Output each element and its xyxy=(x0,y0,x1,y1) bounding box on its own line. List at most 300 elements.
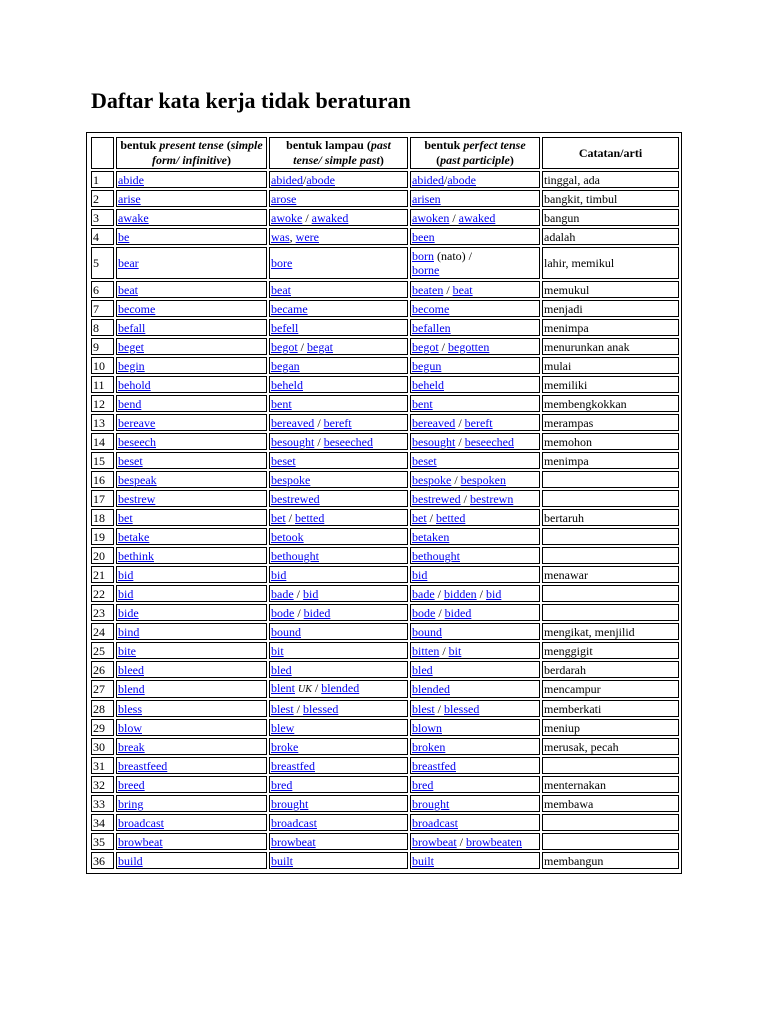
row-number: 21 xyxy=(91,566,114,583)
verb-link[interactable]: blest xyxy=(271,701,294,716)
verb-link[interactable]: bespeak xyxy=(118,472,157,487)
verb-link[interactable]: bit xyxy=(271,643,284,658)
present-cell xyxy=(116,661,267,678)
verb-link[interactable]: begin xyxy=(118,358,145,373)
present-cell xyxy=(116,738,267,755)
past-cell xyxy=(269,738,408,755)
verb-link[interactable]: begot xyxy=(412,339,439,354)
verb-link[interactable]: bend xyxy=(118,396,142,411)
verb-link[interactable]: browbeat xyxy=(412,834,457,849)
row-number: 9 xyxy=(91,338,114,355)
verb-link[interactable]: begat xyxy=(307,339,334,354)
present-cell xyxy=(116,604,267,621)
table-row xyxy=(91,471,679,488)
note-cell xyxy=(542,833,679,850)
row-number: 6 xyxy=(91,281,114,298)
verb-link[interactable]: bode xyxy=(271,605,295,620)
verb-link[interactable]: abided xyxy=(412,172,444,187)
past-cell xyxy=(269,190,408,207)
present-cell xyxy=(116,566,267,583)
perfect-cell: bestrewed / bestrewn xyxy=(410,490,540,507)
perfect-cell xyxy=(410,190,540,207)
verb-link[interactable]: betted xyxy=(436,510,466,525)
verb-link[interactable]: beat xyxy=(118,282,138,297)
table-header-row xyxy=(91,137,679,169)
row-number: 33 xyxy=(91,795,114,812)
present-cell xyxy=(116,795,267,812)
verb-link[interactable]: bid xyxy=(118,567,134,582)
verb-link[interactable]: broke xyxy=(271,739,299,754)
row-number: 8 xyxy=(91,319,114,336)
past-cell: awoke / awaked xyxy=(269,209,408,226)
verb-link[interactable]: bided xyxy=(303,605,331,620)
perfect-cell: bereaved / bereft xyxy=(410,414,540,431)
present-cell xyxy=(116,228,267,245)
note-cell xyxy=(542,490,679,507)
note-cell: membawa xyxy=(542,795,679,812)
verb-link[interactable]: bode xyxy=(412,605,436,620)
verb-link[interactable]: blessed xyxy=(303,701,339,716)
perfect-cell xyxy=(410,319,540,336)
past-cell: bereaved / bereft xyxy=(269,414,408,431)
verb-link[interactable]: blend xyxy=(118,682,145,696)
verb-link[interactable]: blended xyxy=(321,681,360,695)
verb-link[interactable]: bind xyxy=(118,624,140,639)
note-cell: bertaruh xyxy=(542,509,679,526)
verb-link[interactable]: become xyxy=(118,301,156,316)
note-cell xyxy=(542,547,679,564)
note-cell: berdarah xyxy=(542,661,679,678)
verb-link[interactable]: broadcast xyxy=(412,815,458,830)
table-row xyxy=(91,833,679,850)
verb-link[interactable]: beget xyxy=(118,339,144,354)
verb-link[interactable]: besought xyxy=(271,434,315,449)
verb-link[interactable]: was xyxy=(271,229,290,244)
verb-link[interactable]: behold xyxy=(118,377,151,392)
verb-link[interactable]: bidden xyxy=(444,586,477,601)
verb-link[interactable]: brought xyxy=(412,796,450,811)
perfect-cell xyxy=(410,452,540,469)
note-cell xyxy=(542,757,679,774)
header-present: bentuk present tense (simple form/ infinitive) xyxy=(116,137,267,169)
verb-link[interactable]: beat xyxy=(271,282,291,297)
verb-link[interactable]: brought xyxy=(271,796,309,811)
verb-link[interactable]: build xyxy=(118,853,143,868)
note-cell: menjadi xyxy=(542,300,679,317)
past-cell xyxy=(269,395,408,412)
header-number xyxy=(91,137,114,169)
perfect-cell: browbeat / browbeaten xyxy=(410,833,540,850)
past-cell: bade / bid xyxy=(269,585,408,602)
verb-link[interactable]: bethink xyxy=(118,548,154,563)
note-cell xyxy=(542,471,679,488)
verb-link[interactable]: beset xyxy=(271,453,296,468)
perfect-cell: besought / beseeched xyxy=(410,433,540,450)
verb-link[interactable]: befallen xyxy=(412,320,451,335)
table-row xyxy=(91,171,679,188)
verb-link[interactable]: broadcast xyxy=(271,815,317,830)
verb-link[interactable]: borne xyxy=(412,263,440,277)
perfect-cell xyxy=(410,566,540,583)
verb-link[interactable]: awake xyxy=(118,210,149,225)
past-cell xyxy=(269,623,408,640)
verb-link[interactable]: been xyxy=(412,229,435,244)
present-cell xyxy=(116,814,267,831)
verb-link[interactable]: blent xyxy=(271,681,295,695)
note-cell: bangun xyxy=(542,209,679,226)
verb-link[interactable]: betook xyxy=(271,529,304,544)
verb-link[interactable]: bless xyxy=(118,701,142,716)
verb-link[interactable]: beseeched xyxy=(464,434,514,449)
header-past: bentuk lampau (past tense/ simple past) xyxy=(269,137,408,169)
past-cell xyxy=(269,795,408,812)
verb-link[interactable]: browbeat xyxy=(118,834,163,849)
verb-link[interactable]: broadcast xyxy=(118,815,164,830)
row-number: 12 xyxy=(91,395,114,412)
verb-link[interactable]: beseeched xyxy=(323,434,373,449)
verb-link[interactable]: begun xyxy=(412,358,442,373)
note-cell: mencampur xyxy=(542,680,679,698)
verb-link[interactable]: bespoke xyxy=(271,472,311,487)
verb-link[interactable]: bestrewed xyxy=(271,491,320,506)
table-row xyxy=(91,585,679,602)
verb-link[interactable]: beheld xyxy=(412,377,444,392)
verb-link[interactable]: bestrewn xyxy=(470,491,514,506)
row-number: 20 xyxy=(91,547,114,564)
verb-link[interactable]: bespoken xyxy=(460,472,506,487)
verb-link[interactable]: broken xyxy=(412,739,446,754)
verb-link[interactable]: bid xyxy=(412,567,428,582)
perfect-cell xyxy=(410,395,540,412)
verb-link[interactable]: blended xyxy=(412,682,450,696)
past-cell xyxy=(269,547,408,564)
table-row xyxy=(91,776,679,793)
verb-link[interactable]: betake xyxy=(118,529,150,544)
present-cell xyxy=(116,490,267,507)
note-cell: menggigit xyxy=(542,642,679,659)
present-cell xyxy=(116,776,267,793)
past-cell: besought / beseeched xyxy=(269,433,408,450)
verb-link[interactable]: bided xyxy=(444,605,472,620)
verb-link[interactable]: become xyxy=(412,301,450,316)
verb-link[interactable]: be xyxy=(118,229,130,244)
irregular-verbs-table xyxy=(89,135,681,871)
verb-link[interactable]: beset xyxy=(118,453,143,468)
perfect-cell xyxy=(410,247,540,279)
verb-link[interactable]: awaked xyxy=(311,210,349,225)
present-cell xyxy=(116,452,267,469)
present-cell xyxy=(116,642,267,659)
verb-link[interactable]: breed xyxy=(118,777,145,792)
verb-link[interactable]: break xyxy=(118,739,145,754)
past-cell xyxy=(269,776,408,793)
table-row xyxy=(91,604,679,621)
present-cell xyxy=(116,171,267,188)
uk-marker: UK xyxy=(298,684,312,695)
past-cell xyxy=(269,566,408,583)
verb-link[interactable]: bereft xyxy=(464,415,493,430)
row-number: 35 xyxy=(91,833,114,850)
perfect-cell: awoken / awaked xyxy=(410,209,540,226)
verb-link[interactable]: blow xyxy=(118,720,142,735)
past-cell xyxy=(269,471,408,488)
present-cell xyxy=(116,623,267,640)
verb-link[interactable]: bereaved xyxy=(412,415,456,430)
verb-link[interactable]: bereave xyxy=(118,415,156,430)
past-cell: abided/abode xyxy=(269,171,408,188)
verb-link[interactable]: arise xyxy=(118,191,141,206)
note-cell xyxy=(542,604,679,621)
verb-link[interactable]: blown xyxy=(412,720,442,735)
row-number: 4 xyxy=(91,228,114,245)
note-cell: mulai xyxy=(542,357,679,374)
present-cell xyxy=(116,357,267,374)
row-number: 24 xyxy=(91,623,114,640)
table-row xyxy=(91,247,679,279)
table-row xyxy=(91,300,679,317)
perfect-cell xyxy=(410,228,540,245)
present-cell xyxy=(116,585,267,602)
table-row xyxy=(91,547,679,564)
note-cell: membangun xyxy=(542,852,679,869)
form-note: (nato) / xyxy=(434,249,472,263)
perfect-cell xyxy=(410,852,540,869)
table-row xyxy=(91,852,679,869)
verb-link[interactable]: abided xyxy=(271,172,303,187)
verb-link[interactable]: bitten xyxy=(412,643,440,658)
verb-link[interactable]: befell xyxy=(271,320,299,335)
verb-link[interactable]: beseech xyxy=(118,434,156,449)
perfect-cell xyxy=(410,357,540,374)
perfect-cell xyxy=(410,814,540,831)
table-row xyxy=(91,433,679,450)
present-cell xyxy=(116,319,267,336)
row-number: 15 xyxy=(91,452,114,469)
note-cell: lahir, memikul xyxy=(542,247,679,279)
present-cell xyxy=(116,190,267,207)
row-number: 22 xyxy=(91,585,114,602)
verb-link[interactable]: betted xyxy=(295,510,325,525)
row-number: 5 xyxy=(91,247,114,279)
verb-link[interactable]: breastfeed xyxy=(118,758,168,773)
note-cell: merampas xyxy=(542,414,679,431)
table-row xyxy=(91,528,679,545)
row-number: 16 xyxy=(91,471,114,488)
verb-link[interactable]: breastfed xyxy=(412,758,456,773)
past-cell xyxy=(269,642,408,659)
row-number: 2 xyxy=(91,190,114,207)
note-cell: menawar xyxy=(542,566,679,583)
verb-link[interactable]: beheld xyxy=(271,377,303,392)
note-cell xyxy=(542,814,679,831)
verb-link[interactable]: bethought xyxy=(412,548,460,563)
note-cell: menurunkan anak xyxy=(542,338,679,355)
verb-link[interactable]: bled xyxy=(412,662,433,677)
verb-link[interactable]: awoken xyxy=(412,210,450,225)
perfect-cell: bitten / bit xyxy=(410,642,540,659)
verb-link[interactable]: bent xyxy=(271,396,292,411)
verb-link[interactable]: begot xyxy=(271,339,298,354)
table-row xyxy=(91,190,679,207)
present-cell xyxy=(116,338,267,355)
row-number: 28 xyxy=(91,700,114,717)
present-cell xyxy=(116,852,267,869)
verb-link[interactable]: arose xyxy=(271,191,297,206)
present-cell xyxy=(116,300,267,317)
verb-link[interactable]: were xyxy=(295,229,319,244)
verb-link[interactable]: bet xyxy=(412,510,427,525)
note-cell: memiliki xyxy=(542,376,679,393)
row-number: 11 xyxy=(91,376,114,393)
table-row xyxy=(91,700,679,717)
past-cell xyxy=(269,357,408,374)
present-cell xyxy=(116,547,267,564)
past-cell xyxy=(269,833,408,850)
present-cell xyxy=(116,509,267,526)
verb-link[interactable]: bit xyxy=(448,643,462,658)
verb-link[interactable]: bring xyxy=(118,796,144,811)
perfect-cell xyxy=(410,661,540,678)
verb-link[interactable]: became xyxy=(271,301,308,316)
present-cell xyxy=(116,247,267,279)
present-cell xyxy=(116,680,267,698)
perfect-cell: blest / blessed xyxy=(410,700,540,717)
verb-link[interactable]: bethought xyxy=(271,548,319,563)
row-number: 31 xyxy=(91,757,114,774)
past-cell xyxy=(269,490,408,507)
table-row xyxy=(91,719,679,736)
verb-link[interactable]: bade xyxy=(271,586,294,601)
row-number: 1 xyxy=(91,171,114,188)
note-cell: tinggal, ada xyxy=(542,171,679,188)
header-perfect: bentuk perfect tense (past participle) xyxy=(410,137,540,169)
verb-link[interactable]: beaten xyxy=(412,282,444,297)
note-cell: meniup xyxy=(542,719,679,736)
verb-link[interactable]: built xyxy=(412,853,435,868)
verb-link[interactable]: bestrew xyxy=(118,491,156,506)
verb-link[interactable]: began xyxy=(271,358,300,373)
verb-link[interactable]: bleed xyxy=(118,662,144,677)
verb-link[interactable]: befall xyxy=(118,320,146,335)
verb-link[interactable]: arisen xyxy=(412,191,441,206)
verb-link[interactable]: beset xyxy=(412,453,437,468)
table-row xyxy=(91,509,679,526)
past-cell xyxy=(269,300,408,317)
verb-link[interactable]: awaked xyxy=(458,210,496,225)
verb-link[interactable]: begotten xyxy=(448,339,490,354)
row-number: 29 xyxy=(91,719,114,736)
row-number: 17 xyxy=(91,490,114,507)
verb-link[interactable]: blew xyxy=(271,720,295,735)
perfect-cell xyxy=(410,719,540,736)
note-cell: memberkati xyxy=(542,700,679,717)
verb-link[interactable]: bid xyxy=(118,586,134,601)
verb-link[interactable]: bent xyxy=(412,396,433,411)
present-cell xyxy=(116,376,267,393)
past-cell: bet / betted xyxy=(269,509,408,526)
verb-link[interactable]: born xyxy=(412,249,434,263)
verb-link[interactable]: beat xyxy=(452,282,473,297)
row-number: 19 xyxy=(91,528,114,545)
row-number: 7 xyxy=(91,300,114,317)
verb-link[interactable]: bite xyxy=(118,643,136,658)
verb-link[interactable]: bid xyxy=(303,586,319,601)
verb-link[interactable]: bespoke xyxy=(412,472,452,487)
verb-link[interactable]: bear xyxy=(118,256,139,270)
verb-link[interactable]: breastfed xyxy=(271,758,315,773)
verb-link[interactable]: bade xyxy=(412,586,435,601)
row-number: 25 xyxy=(91,642,114,659)
verb-link[interactable]: abide xyxy=(118,172,144,187)
table-row xyxy=(91,414,679,431)
note-cell: mengikat, menjilid xyxy=(542,623,679,640)
verb-link[interactable]: bid xyxy=(271,567,287,582)
past-cell: was, were xyxy=(269,228,408,245)
perfect-cell xyxy=(410,623,540,640)
verb-link[interactable]: browbeat xyxy=(271,834,316,849)
table-row xyxy=(91,395,679,412)
present-cell xyxy=(116,209,267,226)
perfect-cell: bade / bidden / bid xyxy=(410,585,540,602)
row-number: 30 xyxy=(91,738,114,755)
note-cell: bangkit, timbul xyxy=(542,190,679,207)
verb-link[interactable]: bred xyxy=(412,777,434,792)
verb-link[interactable]: bled xyxy=(271,662,292,677)
page-title: Daftar kata kerja tidak beraturan xyxy=(91,88,411,113)
verb-link[interactable]: bound xyxy=(271,624,301,639)
verb-table-frame xyxy=(86,132,682,874)
perfect-cell xyxy=(410,528,540,545)
present-cell xyxy=(116,833,267,850)
verb-link[interactable]: built xyxy=(271,853,294,868)
verb-link[interactable]: bred xyxy=(271,777,293,792)
verb-link[interactable]: blest xyxy=(412,701,435,716)
present-cell xyxy=(116,433,267,450)
past-cell: blest / blessed xyxy=(269,700,408,717)
verb-link[interactable]: betaken xyxy=(412,529,450,544)
verb-link[interactable]: abode xyxy=(447,172,476,187)
row-number: 26 xyxy=(91,661,114,678)
verb-link[interactable]: bore xyxy=(271,256,293,270)
verb-link[interactable]: bide xyxy=(118,605,139,620)
table-row xyxy=(91,757,679,774)
verb-link[interactable]: blessed xyxy=(444,701,480,716)
verb-link[interactable]: bid xyxy=(486,586,502,601)
table-row xyxy=(91,281,679,298)
verb-link[interactable]: bet xyxy=(118,510,133,525)
verb-link[interactable]: besought xyxy=(412,434,456,449)
verb-link[interactable]: bereaved xyxy=(271,415,315,430)
verb-link[interactable]: bet xyxy=(271,510,286,525)
verb-link[interactable]: bound xyxy=(412,624,442,639)
row-number: 18 xyxy=(91,509,114,526)
table-row xyxy=(91,452,679,469)
verb-link[interactable]: browbeaten xyxy=(466,834,522,849)
verb-link[interactable]: abode xyxy=(306,172,335,187)
past-cell: begot / begat xyxy=(269,338,408,355)
verb-link[interactable]: bereft xyxy=(323,415,352,430)
perfect-cell: begot / begotten xyxy=(410,338,540,355)
row-number: 27 xyxy=(91,680,114,698)
past-cell xyxy=(269,852,408,869)
row-number: 13 xyxy=(91,414,114,431)
verb-link[interactable]: awoke xyxy=(271,210,303,225)
note-cell: memukul xyxy=(542,281,679,298)
perfect-cell xyxy=(410,376,540,393)
note-cell xyxy=(542,585,679,602)
verb-link[interactable]: bestrewed xyxy=(412,491,461,506)
table-row xyxy=(91,228,679,245)
